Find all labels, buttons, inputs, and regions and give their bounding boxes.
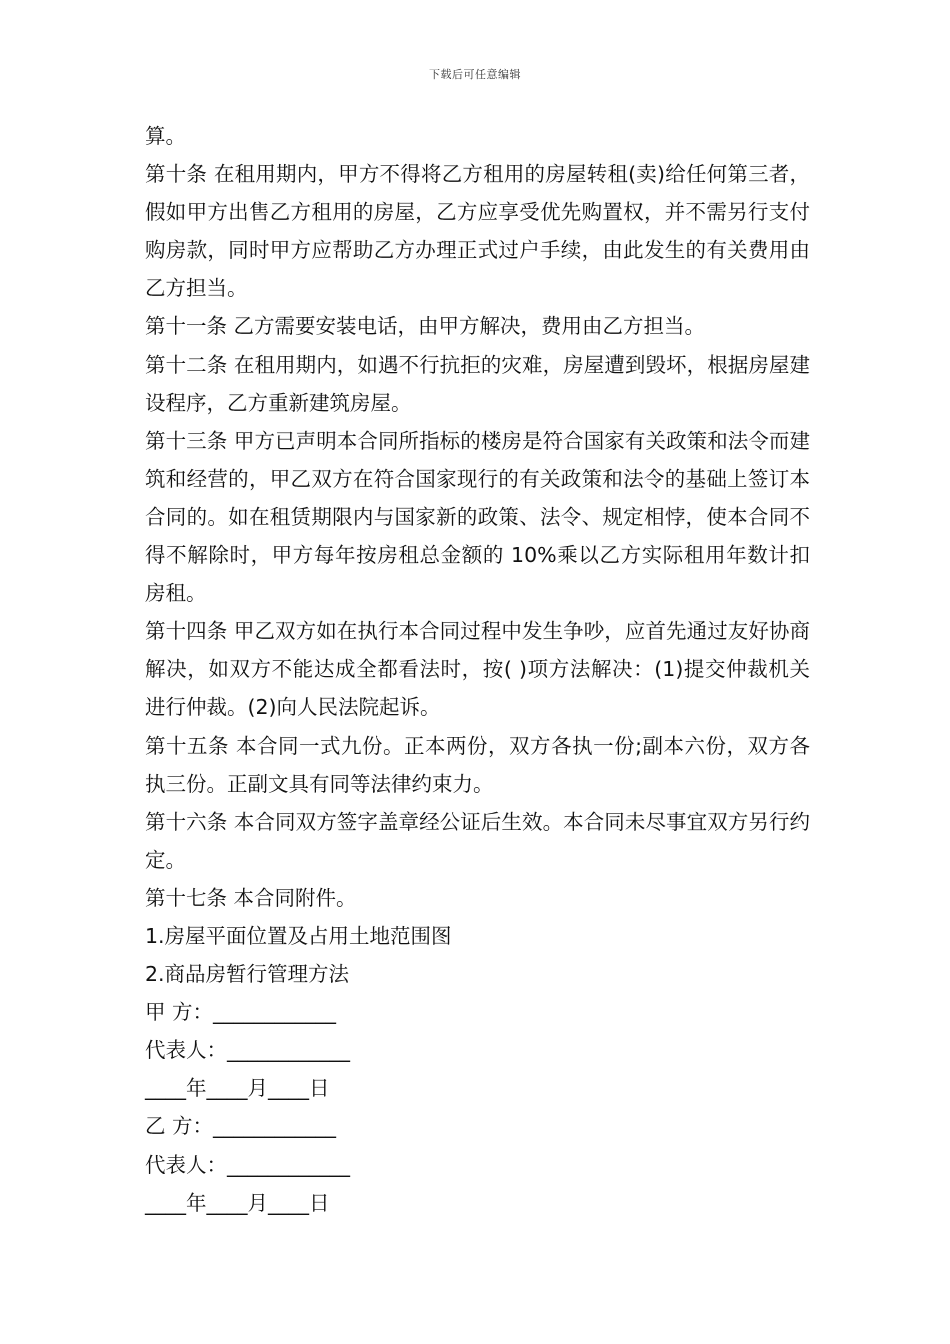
clause-15: 第十五条 本合同一式九份。正本两份，双方各执一份;副本六份，双方各执三份。正副文具有同等法律约束力。 [145, 733, 810, 796]
attachment-1: 1.房屋平面位置及占用土地范围图 [145, 923, 452, 948]
clause-16: 第十六条 本合同双方签字盖章经公证后生效。本合同未尽事宜双方另行约定。 [145, 809, 810, 872]
clause-11: 第十一条 乙方需要安装电话，由甲方解决，费用由乙方担当。 [145, 314, 706, 339]
party-a-representative-line: 代表人：____________ [145, 1038, 350, 1063]
clause-12: 第十二条 在租用期内，如遇不行抗拒的灾难，房屋遭到毁坏，根据房屋建设程序，乙方重新建筑房屋。 [145, 352, 810, 415]
party-a-line: 甲 方：____________ [145, 1000, 337, 1025]
paragraph-continuation: 算。 [145, 124, 186, 148]
page-header: 下载后可任意编辑 [429, 68, 521, 81]
party-b-line: 乙 方：____________ [145, 1114, 337, 1139]
clause-13: 第十三条 甲方已声明本合同所指标的楼房是符合国家有关政策和法令而建筑和经营的，甲乙双方在符合国家现行的有关政策和法令的基础上签订本合同的。如在租赁期限内与国家新的政策、法令、规定相悖，使本合同不得不解除时，甲方每年按房租总金额的 10%乘以乙方实际租用年数计扣房租。 [145, 428, 810, 606]
clause-14: 第十四条 甲乙双方如在执行本合同过程中发生争吵，应首先通过友好协商解决，如双方不能达成全都看法时，按( )项方法解决：(1)提交仲裁机关进行仲裁。(2)向人民法院起诉。 [145, 619, 810, 720]
attachment-2: 2.商品房暂行管理方法 [145, 962, 350, 987]
party-a-date-line: ____年____月____日 [145, 1076, 330, 1101]
party-b-representative-line: 代表人：____________ [145, 1152, 350, 1177]
contract-body [145, 117, 810, 1222]
clause-10: 第十条 在租用期内，甲方不得将乙方租用的房屋转租(卖)给任何第三者，假如甲方出售乙方租用的房屋，乙方应享受优先购置权，并不需另行支付购房款，同时甲方应帮助乙方办理正式过户手续，由此发生的有关费用由乙方担当。 [145, 162, 810, 301]
party-b-date-line: ____年____月____日 [145, 1190, 330, 1215]
clause-17: 第十七条 本合同附件。 [145, 885, 357, 910]
